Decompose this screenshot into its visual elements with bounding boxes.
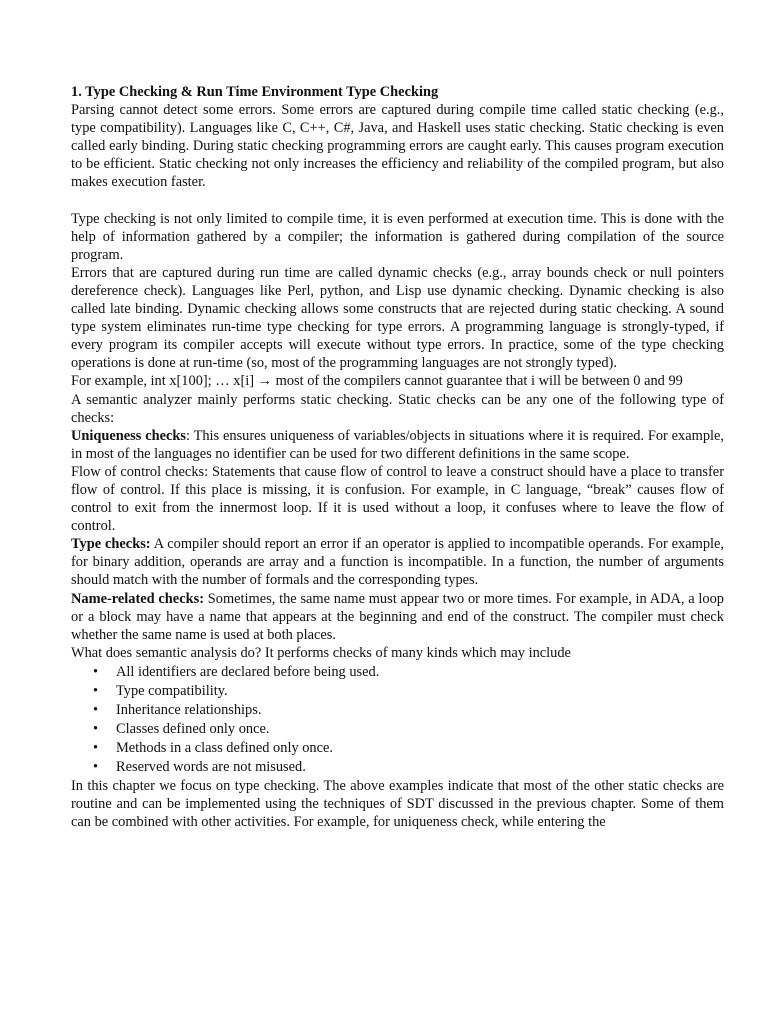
paragraph-chapter-focus: In this chapter we focus on type checking. The above examples indicate that most of the other static checks are routine and can be implemented using the techniques of SDT discussed in the previous chapter. Some of them can be combined with other activities. For example, for uniqueness check, while entering the — [71, 777, 724, 831]
list-item — [71, 682, 724, 701]
semantic-checks-list — [71, 663, 724, 777]
type-checks-text: A compiler should report an error if an operator is applied to incompatible operands. For example, for binary addition, operands are array and a function is incompatible. In a function, the number of arguments should match with the number of formals and the corresponding types. — [71, 536, 724, 589]
bullet-icon: • — [93, 720, 99, 737]
name-related-checks-text: Sometimes, the same name must appear two or more times. For example, in ADA, a loop or a block may have a name that appears at the beginning and end of the construct. The compiler must check whether the same name is used at both places. — [71, 590, 724, 643]
bullet-icon: • — [93, 739, 99, 756]
bullet-icon: • — [93, 701, 99, 718]
paragraph-flow-of-control: Flow of control checks: Statements that cause flow of control to leave a construct should have a place to transfer flow of control. If this place is missing, it is confusion. For example, in C language, “break” causes flow of control to exit from the innermost loop. If it is used without a loop, it confuses where to leave the flow of control. — [71, 463, 724, 535]
paragraph-semantic-analyzer: A semantic analyzer mainly performs static checking. Static checks can be any one of the following type of checks: — [71, 391, 724, 426]
uniqueness-checks-term: Uniqueness checks — [71, 427, 186, 444]
document-page — [71, 83, 724, 831]
bullet-icon: • — [93, 758, 99, 775]
name-related-checks-term: Name-related checks: — [71, 590, 204, 607]
bullet-icon: • — [93, 663, 99, 680]
list-item — [71, 663, 724, 682]
list-item-text: Reserved words are not misused. — [116, 758, 306, 775]
list-item — [71, 739, 724, 758]
paragraph-runtime-checking: Type checking is not only limited to compile time, it is even performed at execution time. This is done with the help of information gathered by a compiler; the information is gathered during compilation of the source program. — [71, 210, 724, 263]
type-checks-term: Type checks: — [71, 536, 151, 553]
list-item-text: Methods in a class defined only once. — [116, 739, 334, 756]
uniqueness-checks-text: : This ensures uniqueness of variables/objects in situations where it is required. For example, in most of the languages no identifier can be used for two different definitions in the same scope. — [71, 427, 725, 462]
bullet-icon: • — [93, 682, 99, 699]
paragraph-name-related-checks — [71, 590, 724, 644]
list-item-text: All identifiers are declared before being used. — [116, 663, 380, 680]
list-item — [71, 720, 724, 739]
paragraph-uniqueness-checks — [71, 427, 724, 463]
paragraph-semantic-question: What does semantic analysis do? It performs checks of many kinds which may include — [71, 644, 571, 661]
paragraph-type-checks — [71, 535, 724, 589]
paragraph-dynamic-checking: Errors that are captured during run time are called dynamic checks (e.g., array bounds check or null pointers dereference check). Languages like Perl, python, and Lisp use dynamic checking. Dynamic checking is also called late binding. Dynamic checking allows some constructs that are rejected during static checking. A sound type system eliminates run-time type checking for type errors. A programming language is strongly-typed, if every program its compiler accepts will execute without type errors. In practice, some of the type checking operations is done at run-time (so, most of the programming languages are not strongly typed). — [71, 264, 724, 372]
list-item — [71, 701, 724, 720]
list-item-text: Classes defined only once. — [116, 720, 270, 737]
list-item-text: Type compatibility. — [116, 682, 228, 699]
list-item-text: Inheritance relationships. — [116, 701, 262, 718]
list-item — [71, 758, 724, 777]
paragraph-array-example: For example, int x[100]; … x[i] → most of the compilers cannot guarantee that i will be between 0 and 99 — [71, 373, 683, 390]
paragraph-static-checking: Parsing cannot detect some errors. Some errors are captured during compile time called static checking (e.g., type compatibility). Languages like C, C++, C#, Java, and Haskell uses static checking. Static checking is even called early binding. During static checking programming errors are caught early. This causes program execution to be efficient. Static checking not only increases the efficiency and reliability of the compiled program, but also makes execution faster. — [71, 102, 724, 191]
section-heading: 1. Type Checking & Run Time Environment Type Checking — [71, 84, 439, 100]
paragraph-gap — [71, 192, 724, 210]
